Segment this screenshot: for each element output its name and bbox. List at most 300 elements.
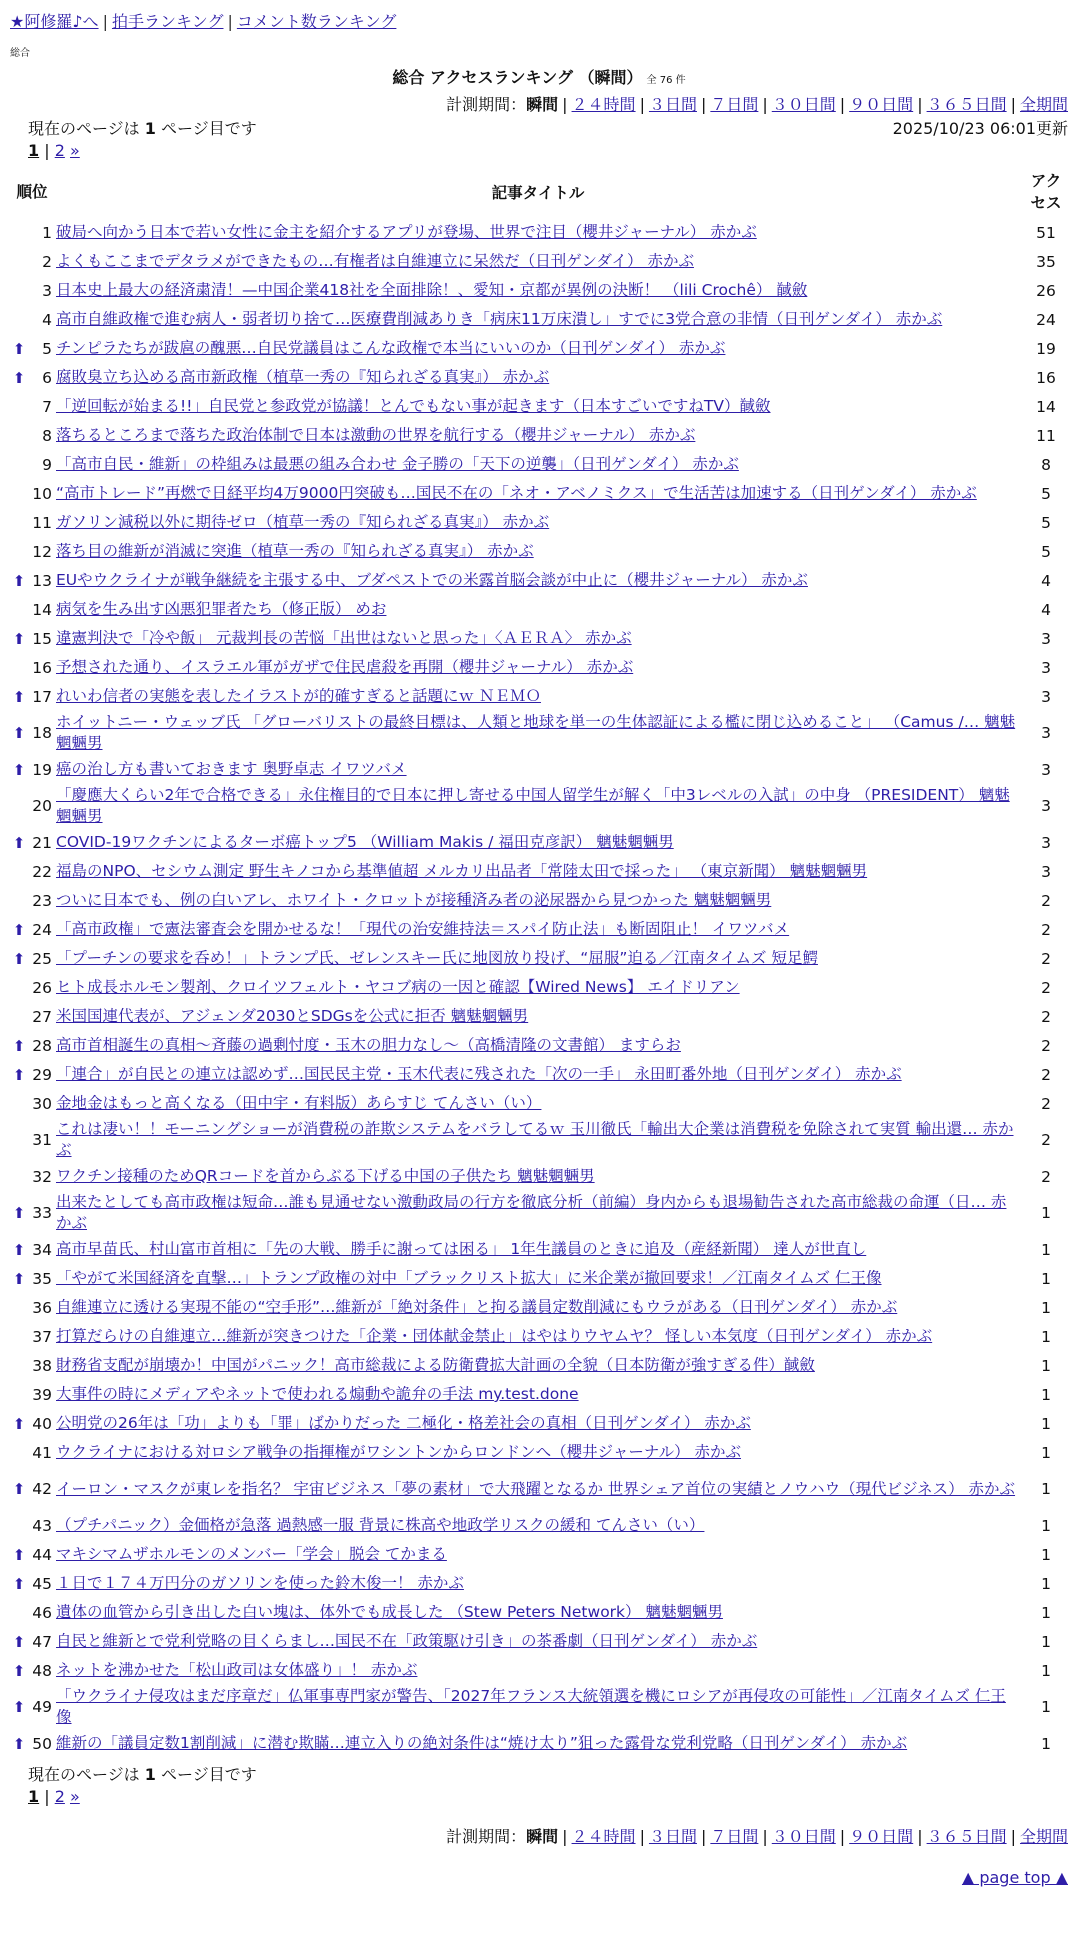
access-count: 8 xyxy=(1041,455,1051,474)
access-count: 3 xyxy=(1041,797,1051,815)
arrow-cell xyxy=(10,1002,28,1031)
article-link[interactable]: 病気を生み出す凶悪犯罪者たち（修正版） めお xyxy=(56,600,387,618)
title-cell xyxy=(54,915,1022,944)
article-link[interactable]: 財務省支配が崩壊か！中国がパニック！高市総裁による防衛費拡大計画の全貌（日本防衛が強すぎる件）馘斂 xyxy=(56,1356,815,1374)
applause-ranking-link[interactable]: 拍手ランキング xyxy=(111,12,224,31)
rank-number: 2 xyxy=(42,252,52,271)
article-link[interactable]: ヒト成長ホルモン製剤、クロイツフェルト・ヤコブ病の一因と確認【Wired News】 エイドリアン xyxy=(56,978,740,996)
title-cell xyxy=(54,653,1022,682)
access-count: 2 xyxy=(1041,920,1051,939)
article-link[interactable]: 高市首相誕生の真相〜斉藤の過剰忖度・玉木の胆力なし〜（高橋清隆の文書館） ますらお xyxy=(56,1036,681,1054)
access-count: 1 xyxy=(1041,1574,1051,1593)
access-count: 2 xyxy=(1041,1036,1051,1055)
article-link[interactable]: COVID-19ワクチンによるターボ癌トップ5 （William Makis / 福田克彦訳） 魑魅魍魎男 xyxy=(56,833,674,851)
up-arrow-icon: ⬆ xyxy=(12,1036,26,1055)
article-link[interactable]: 「やがて米国経済を直撃…」トランプ政権の対中「ブラックリスト拡大」に米企業が撤回要求！／江南タイムズ 仁王像 xyxy=(56,1269,882,1287)
access-count: 26 xyxy=(1036,281,1056,300)
article-link[interactable]: ガソリン減税以外に期待ゼロ（植草一秀の『知られざる真実』） 赤かぶ xyxy=(56,513,550,531)
period-selector xyxy=(10,94,1068,116)
up-arrow-icon: ⬆ xyxy=(12,1632,26,1651)
period-option-link[interactable]: ３６５日間 xyxy=(926,1827,1007,1846)
period-selector-bottom xyxy=(10,1826,1068,1848)
pager-page-2[interactable]: 2 xyxy=(54,141,65,160)
article-link[interactable]: EUやウクライナが戦争継続を主張する中、ブダペストでの米露首脳会談が中止に（櫻井ジャーナル） 赤かぶ xyxy=(56,571,808,589)
up-arrow-icon: ⬆ xyxy=(12,1414,26,1433)
access-count: 24 xyxy=(1036,310,1056,329)
article-link[interactable]: 公明党の26年は「功」よりも「罪」ばかりだった 二極化・格差社会の真相（日刊ゲンダイ） 赤かぶ xyxy=(56,1414,751,1432)
pager-bottom: 1 | 2 » xyxy=(28,1787,80,1806)
article-link[interactable]: これは凄い！！モーニングショーが消費税の詐欺システムをバラしてるｗ 玉川徹氏「輸出大企業は消費税を免除されて実質 輸出還… 赤かぶ xyxy=(56,1120,1014,1159)
title-cell xyxy=(54,508,1022,537)
title-cell xyxy=(54,682,1022,711)
access-count: 1 xyxy=(1041,1204,1051,1222)
arrow-cell xyxy=(10,421,28,450)
table-row xyxy=(10,363,1070,392)
access-count: 3 xyxy=(1041,658,1051,677)
table-row xyxy=(10,1089,1070,1118)
article-link[interactable]: １日で１７４万円分のガソリンを使った鈴木俊一！ 赤かぶ xyxy=(56,1574,464,1592)
access-header: アクセス xyxy=(1030,172,1062,212)
table-row xyxy=(10,711,1070,755)
article-link[interactable]: 大事件の時にメディアやネットで使われる煽動や詭弁の手法 my.test.done xyxy=(56,1385,579,1403)
arrow-cell xyxy=(10,1511,28,1540)
access-count: 1 xyxy=(1041,1603,1051,1622)
table-row xyxy=(10,1656,1070,1685)
period-option-link[interactable]: ７日間 xyxy=(710,1827,759,1846)
period-label: 計測期間： xyxy=(446,1827,527,1846)
title-cell xyxy=(54,711,1022,755)
table-row xyxy=(10,886,1070,915)
table-row xyxy=(10,1235,1070,1264)
rank-number: 25 xyxy=(32,949,52,968)
up-arrow-icon: ⬆ xyxy=(12,1698,26,1716)
table-row xyxy=(10,1322,1070,1351)
access-count: 1 xyxy=(1041,1443,1051,1462)
article-link[interactable]: れいわ信者の実態を表したイラストが的確すぎると話題にｗ ＮＥＭＯ xyxy=(56,687,541,705)
rank-number: 50 xyxy=(32,1734,52,1753)
category-label: 総合 xyxy=(10,48,30,59)
page-info-row xyxy=(10,118,1068,140)
article-link[interactable]: 米国国連代表が、アジェンダ2030とSDGsを公式に拒否 魑魅魍魎男 xyxy=(56,1007,529,1025)
article-link[interactable]: 落ちるところまで落ちた政治体制で日本は激動の世界を航行する（櫻井ジャーナル） 赤かぶ xyxy=(56,426,696,444)
access-count: 5 xyxy=(1041,484,1051,503)
article-link[interactable]: ワクチン接種のためQRコードを首からぶる下げる中国の子供たち 魑魅魍魎男 xyxy=(56,1167,595,1185)
title-cell xyxy=(54,363,1022,392)
comment-ranking-link[interactable]: コメント数ランキング xyxy=(236,12,397,31)
rank-number: 22 xyxy=(32,862,52,881)
title-cell xyxy=(54,1627,1022,1656)
access-count: 1 xyxy=(1041,1269,1051,1288)
title-cell xyxy=(54,1322,1022,1351)
rank-number: 21 xyxy=(32,833,52,852)
period-separator: | xyxy=(917,1827,923,1846)
article-link[interactable]: 高市早苗氏、村山富市首相に「先の大戦、勝手に謝っては困る」 1年生議員のときに追及（産経新聞） 達人が世直し xyxy=(56,1240,867,1258)
title-cell xyxy=(54,1511,1022,1540)
rank-number: 6 xyxy=(42,368,52,387)
access-count: 1 xyxy=(1041,1298,1051,1317)
table-row xyxy=(10,247,1070,276)
table-row xyxy=(10,973,1070,1002)
table-row xyxy=(10,1351,1070,1380)
rank-number: 4 xyxy=(42,310,52,329)
period-option-link[interactable]: ２４時間 xyxy=(571,95,636,114)
access-count: 1 xyxy=(1041,1698,1051,1716)
access-count: 3 xyxy=(1041,687,1051,706)
rank-number: 46 xyxy=(32,1603,52,1622)
article-link[interactable]: （プチパニック）金価格が急落 過熱感一服 背景に株高や地政学リスクの緩和 てんさい（い） xyxy=(56,1516,705,1534)
title-cell xyxy=(54,1060,1022,1089)
rank-number: 29 xyxy=(32,1065,52,1084)
table-row xyxy=(10,218,1070,247)
access-count: 1 xyxy=(1041,1632,1051,1651)
period-option-link[interactable]: ７日間 xyxy=(710,95,759,114)
up-arrow-icon: ⬆ xyxy=(12,920,26,939)
arrow-cell xyxy=(10,508,28,537)
up-arrow-icon: ⬆ xyxy=(12,629,26,648)
rank-number: 33 xyxy=(32,1204,52,1222)
access-count: 3 xyxy=(1041,629,1051,648)
rank-number: 7 xyxy=(42,397,52,416)
rank-number: 20 xyxy=(32,797,52,815)
table-row xyxy=(10,1002,1070,1031)
access-count: 2 xyxy=(1041,949,1051,968)
nav-separator: | xyxy=(227,12,233,31)
rank-number: 27 xyxy=(32,1007,52,1026)
table-row xyxy=(10,682,1070,711)
period-separator: | xyxy=(639,95,645,114)
table-row xyxy=(10,537,1070,566)
up-arrow-icon: ⬆ xyxy=(12,571,26,590)
article-link[interactable]: 「ウクライナ侵攻はまだ序章だ」仏軍事専門家が警告、「2027年フランス大統領選を機にロシアが再侵攻の可能性」／江南タイムズ 仁王像 xyxy=(56,1687,1006,1726)
up-arrow-icon: ⬆ xyxy=(12,1204,26,1222)
arrow-cell xyxy=(10,653,28,682)
table-row xyxy=(10,1685,1070,1729)
access-count: 2 xyxy=(1041,891,1051,910)
rank-number: 38 xyxy=(32,1356,52,1375)
period-option-link[interactable]: ３日間 xyxy=(648,95,697,114)
rank-number: 48 xyxy=(32,1661,52,1680)
access-count: 1 xyxy=(1041,1661,1051,1680)
article-link[interactable]: ホイットニー・ウェッブ氏 「グローバリストの最終目標は、人類と地球を単一の生体認証による檻に閉じ込めること」 （Camus /… 魑魅魍魎男 xyxy=(56,713,1016,752)
title-cell xyxy=(54,421,1022,450)
arrow-cell xyxy=(10,595,28,624)
up-arrow-icon: ⬆ xyxy=(12,724,26,742)
access-count: 2 xyxy=(1041,1167,1051,1186)
up-arrow-icon: ⬆ xyxy=(12,760,26,779)
period-separator: | xyxy=(917,95,923,114)
article-link[interactable]: 日本史上最大の経済粛清！—中国企業418社を全面排除！、愛知・京都が異例の決断！ （lili Crochê） 馘斂 xyxy=(56,281,808,299)
access-count: 14 xyxy=(1036,397,1056,416)
pager-next[interactable]: » xyxy=(69,141,80,160)
period-option-link[interactable]: ９０日間 xyxy=(849,95,914,114)
title-cell xyxy=(54,566,1022,595)
rank-number: 17 xyxy=(32,687,52,706)
up-arrow-icon: ⬆ xyxy=(12,833,26,852)
title-cell xyxy=(54,828,1022,857)
table-row xyxy=(10,305,1070,334)
article-link[interactable]: 福島のNPO、セシウム測定 野生キノコから基準値超 メルカリ出品者「常陸太田で採った」 （東京新聞） 魑魅魍魎男 xyxy=(56,862,868,880)
table-row xyxy=(10,828,1070,857)
title-cell xyxy=(54,944,1022,973)
table-row xyxy=(10,566,1070,595)
rank-header: 順位 xyxy=(16,183,48,201)
up-arrow-icon: ⬆ xyxy=(12,1480,26,1498)
arrow-cell xyxy=(10,305,28,334)
table-row xyxy=(10,1511,1070,1540)
table-row xyxy=(10,1162,1070,1191)
title-cell xyxy=(54,886,1022,915)
access-count: 1 xyxy=(1041,1480,1051,1498)
arrow-cell xyxy=(10,1351,28,1380)
period-separator: | xyxy=(639,1827,645,1846)
rank-number: 47 xyxy=(32,1632,52,1651)
article-link[interactable]: 「慶應大くらい2年で合格できる」永住権目的で日本に押し寄せる中国人留学生が解く「中3レベルの入試」の中身 （PRESIDENT） 魑魅魍魎男 xyxy=(56,786,1010,825)
access-count: 35 xyxy=(1036,252,1056,271)
table-row xyxy=(10,944,1070,973)
table-row xyxy=(10,653,1070,682)
rank-number: 35 xyxy=(32,1269,52,1288)
pager-page-2[interactable]: 2 xyxy=(54,1787,65,1806)
article-link[interactable]: ウクライナにおける対ロシア戦争の指揮権がワシントンからロンドンへ（櫻井ジャーナル） 赤かぶ xyxy=(56,1443,741,1461)
period-option-link[interactable]: ２４時間 xyxy=(571,1827,636,1846)
period-separator: | xyxy=(1010,95,1016,114)
up-arrow-icon: ⬆ xyxy=(12,949,26,968)
access-count: 3 xyxy=(1041,862,1051,881)
article-link[interactable]: “高市トレード”再燃で日経平均4万9000円突破も…国民不在の「ネオ・アベノミクス」で生活苦は加速する（日刊ゲンダイ） 赤かぶ xyxy=(56,484,977,502)
title-cell xyxy=(54,624,1022,653)
arrow-cell xyxy=(10,1598,28,1627)
period-current: 瞬間 xyxy=(526,1827,559,1846)
current-page-text: 現在のページは 1 ページ目です xyxy=(28,119,257,138)
title-cell xyxy=(54,1380,1022,1409)
table-row xyxy=(10,1598,1070,1627)
article-link[interactable]: 出来たとしても高市政権は短命…誰も見通せない激動政局の行方を徹底分析（前編）身内からも退場勧告された高市総裁の命運（日… 赤かぶ xyxy=(56,1193,1007,1232)
arrow-cell xyxy=(10,1293,28,1322)
article-link[interactable]: 「連合」が自民との連立は認めず…国民民主党・玉木代表に残された「次の一手」 永田町番外地（日刊ゲンダイ） 赤かぶ xyxy=(56,1065,902,1083)
access-count: 1 xyxy=(1041,1356,1051,1375)
up-arrow-icon: ⬆ xyxy=(12,1574,26,1593)
article-link[interactable]: チンピラたちが跋扈の醜悪…自民党議員はこんな政権で本当にいいのか（日刊ゲンダイ） 赤かぶ xyxy=(56,339,726,357)
period-separator: | xyxy=(1010,1827,1016,1846)
pager-current: 1 xyxy=(28,141,40,160)
arrow-cell xyxy=(10,218,28,247)
table-row xyxy=(10,1264,1070,1293)
rank-number: 1 xyxy=(42,223,52,242)
arrow-cell xyxy=(10,479,28,508)
title-cell xyxy=(54,1467,1022,1511)
article-link[interactable]: 遺体の血管から引き出した白い塊は、体外でも成長した （Stew Peters Network） 魑魅魍魎男 xyxy=(56,1603,723,1621)
article-link[interactable]: ネットを沸かせた「松山政司は女体盛り」！ 赤かぶ xyxy=(56,1661,418,1679)
rank-number: 34 xyxy=(32,1240,52,1259)
rank-number: 14 xyxy=(32,600,52,619)
rank-number: 23 xyxy=(32,891,52,910)
article-link[interactable]: ついに日本でも、例の白いアレ、ホワイト・クロットが接種済み者の泌尿器から見つかった 魑魅魍魎男 xyxy=(56,891,772,909)
title-cell xyxy=(54,479,1022,508)
title-cell xyxy=(54,1031,1022,1060)
period-current: 瞬間 xyxy=(526,95,559,114)
rank-number: 9 xyxy=(42,455,52,474)
title-cell xyxy=(54,1598,1022,1627)
table-row xyxy=(10,1438,1070,1467)
access-count: 51 xyxy=(1036,223,1056,242)
table-row xyxy=(10,784,1070,828)
rank-number: 24 xyxy=(32,920,52,939)
article-link[interactable]: よくもここまでデタラメができたもの…有権者は自維連立に呆然だ（日刊ゲンダイ） 赤かぶ xyxy=(56,252,694,270)
title-cell xyxy=(54,595,1022,624)
title-cell xyxy=(54,1540,1022,1569)
access-count: 1 xyxy=(1041,1545,1051,1564)
period-separator: | xyxy=(762,95,768,114)
arrow-cell xyxy=(10,537,28,566)
period-option-link[interactable]: ３日間 xyxy=(648,1827,697,1846)
arrow-cell xyxy=(10,886,28,915)
article-link[interactable]: 高市自維政権で進む病人・弱者切り捨て…医療費削減ありき「病床11万床潰し」すでに3党合意の非情（日刊ゲンダイ） 赤かぶ xyxy=(56,310,943,328)
table-row xyxy=(10,508,1070,537)
period-option-link[interactable]: ９０日間 xyxy=(849,1827,914,1846)
period-separator: | xyxy=(562,95,568,114)
table-row xyxy=(10,479,1070,508)
table-row xyxy=(10,1569,1070,1598)
title-cell xyxy=(54,857,1022,886)
arrow-cell xyxy=(10,1438,28,1467)
period-option-link[interactable]: 全期間 xyxy=(1019,95,1068,114)
period-option-link[interactable]: 全期間 xyxy=(1019,1827,1068,1846)
article-link[interactable]: 金地金はもっと高くなる（田中宇・有料版）あらすじ てんさい（い） xyxy=(56,1094,542,1112)
table-row xyxy=(10,1118,1070,1162)
top-nav xyxy=(10,12,1068,32)
article-link[interactable]: 維新の「議員定数1割削減」に潜む欺瞞…連立入りの絶対条件は“焼け太り”狙った露骨な党利党略（日刊ゲンダイ） 赤かぶ xyxy=(56,1734,908,1752)
up-arrow-icon: ⬆ xyxy=(12,1269,26,1288)
article-link[interactable]: 落ち目の維新が消滅に突進（植草一秀の『知られざる真実』） 赤かぶ xyxy=(56,542,534,560)
title-cell xyxy=(54,1089,1022,1118)
pager-next[interactable]: » xyxy=(69,1787,80,1806)
article-link[interactable]: マキシマムザホルモンのメンバー「学会」脱会 てかまる xyxy=(56,1545,447,1563)
table-row xyxy=(10,595,1070,624)
article-link[interactable]: 「プーチンの要求を呑め！」トランプ氏、ゼレンスキー氏に地図放り投げ、“屈服”迫る／江南タイムズ 短足鰐 xyxy=(56,949,818,967)
title-cell xyxy=(54,1191,1022,1235)
home-link[interactable]: ★阿修羅♪へ xyxy=(10,12,99,31)
article-link[interactable]: 「高市政権」で憲法審査会を開かせるな！「現代の治安維持法＝スパイ防止法」も断固阻止！ イワツバメ xyxy=(56,920,790,938)
current-page-text: 現在のページは 1 ページ目です xyxy=(28,1765,257,1784)
table-row xyxy=(10,1060,1070,1089)
title-header: 記事タイトル xyxy=(491,184,585,202)
title-cell xyxy=(54,1729,1022,1758)
article-link[interactable]: 予想された通り、イスラエル軍がガザで住民虐殺を再開（櫻井ジャーナル） 赤かぶ xyxy=(56,658,634,676)
period-option-link[interactable]: ３０日間 xyxy=(771,95,836,114)
title-cell xyxy=(54,247,1022,276)
article-link[interactable]: 癌の治し方も書いておきます 奥野卓志 イワツバメ xyxy=(56,760,407,778)
access-count: 3 xyxy=(1041,833,1051,852)
page-title xyxy=(10,65,1068,88)
article-link[interactable]: 違憲判決で「冷や飯」 元裁判長の苦悩「出世はないと思った」〈ＡＥＲＡ〉 赤かぶ xyxy=(56,629,632,647)
period-option-link[interactable]: ３０日間 xyxy=(771,1827,836,1846)
rank-number: 10 xyxy=(32,484,52,503)
article-link[interactable]: イーロン・マスクが東レを指名？ 宇宙ビジネス「夢の素材」で大飛躍となるか 世界シェア首位の実績とノウハウ（現代ビジネス） 赤かぶ xyxy=(56,1479,1016,1498)
access-count: 1 xyxy=(1041,1516,1051,1535)
up-arrow-icon: ⬆ xyxy=(12,339,26,358)
rank-number: 19 xyxy=(32,760,52,779)
access-count: 3 xyxy=(1041,724,1051,742)
table-row xyxy=(10,1627,1070,1656)
arrow-cell xyxy=(10,392,28,421)
article-link[interactable]: 「逆回転が始まる!!」自民党と参政党が協議！とんでもない事が起きます（日本すごいですねTV）馘斂 xyxy=(56,397,771,415)
item-count: 全 76 件 xyxy=(646,75,686,86)
period-option-link[interactable]: ３６５日間 xyxy=(926,95,1007,114)
title-cell xyxy=(54,450,1022,479)
title-cell xyxy=(54,1569,1022,1598)
access-count: 2 xyxy=(1041,1065,1051,1084)
access-count: 3 xyxy=(1041,760,1051,779)
article-link[interactable]: 「高市自民・維新」の枠組みは最悪の組み合わせ 金子勝の「天下の逆襲」（日刊ゲンダイ） 赤かぶ xyxy=(56,455,739,473)
title-cell xyxy=(54,784,1022,828)
rank-number: 11 xyxy=(32,513,52,532)
title-cell xyxy=(54,1002,1022,1031)
up-arrow-icon: ⬆ xyxy=(12,1240,26,1259)
table-row xyxy=(10,915,1070,944)
arrow-cell xyxy=(10,450,28,479)
access-count: 4 xyxy=(1041,571,1051,590)
arrow-cell xyxy=(10,247,28,276)
title-cell xyxy=(54,1118,1022,1162)
table-row xyxy=(10,1031,1070,1060)
title-cell xyxy=(54,1656,1022,1685)
up-arrow-icon: ⬆ xyxy=(12,368,26,387)
arrow-cell xyxy=(10,973,28,1002)
up-arrow-icon: ⬆ xyxy=(12,1545,26,1564)
rank-number: 49 xyxy=(32,1698,52,1716)
title-cell xyxy=(54,1409,1022,1438)
period-separator: | xyxy=(762,1827,768,1846)
arrow-cell xyxy=(10,1322,28,1351)
title-cell xyxy=(54,1685,1022,1729)
rank-number: 42 xyxy=(32,1480,52,1498)
table-row xyxy=(10,1729,1070,1758)
arrow-cell xyxy=(10,1162,28,1191)
table-row xyxy=(10,1191,1070,1235)
rank-number: 26 xyxy=(32,978,52,997)
rank-number: 39 xyxy=(32,1385,52,1404)
article-link[interactable]: 打算だらけの自維連立…維新が突きつけた「企業・団体献金禁止」はやはりウヤムヤ？ 怪しい本気度（日刊ゲンダイ） 赤かぶ xyxy=(56,1327,933,1345)
rank-number: 43 xyxy=(32,1516,52,1535)
title-cell xyxy=(54,1162,1022,1191)
period-separator: | xyxy=(562,1827,568,1846)
table-row xyxy=(10,334,1070,363)
updated-timestamp: 2025/10/23 06:01更新 xyxy=(892,119,1068,138)
page-top-link[interactable]: ▲ page top ▲ xyxy=(961,1868,1068,1887)
article-link[interactable]: 腐敗臭立ち込める高市新政権（植草一秀の『知られざる真実』） 赤かぶ xyxy=(56,368,550,386)
title-cell xyxy=(54,537,1022,566)
table-row xyxy=(10,755,1070,784)
access-count: 19 xyxy=(1036,339,1056,358)
ranking-title: 総合 アクセスランキング （瞬間） xyxy=(392,68,643,87)
article-link[interactable]: 自維連立に透ける実現不能の“空手形”…維新が「絶対条件」と拘る議員定数削減にもウラがある（日刊ゲンダイ） 赤かぶ xyxy=(56,1298,898,1316)
table-row xyxy=(10,1540,1070,1569)
rank-number: 37 xyxy=(32,1327,52,1346)
table-row xyxy=(10,1467,1070,1511)
arrow-cell xyxy=(10,276,28,305)
rank-number: 41 xyxy=(32,1443,52,1462)
rank-number: 36 xyxy=(32,1298,52,1317)
pager: 1 | 2 » xyxy=(28,141,80,160)
access-count: 5 xyxy=(1041,513,1051,532)
access-count: 2 xyxy=(1041,1007,1051,1026)
article-link[interactable]: 破局へ向かう日本で若い女性に金主を紹介するアプリが登場、世界で注目（櫻井ジャーナル） 赤かぶ xyxy=(56,223,757,241)
article-link[interactable]: 自民と維新とで党利党略の目くらまし…国民不在「政策駆け引き」の茶番劇（日刊ゲンダイ） 赤かぶ xyxy=(56,1632,758,1650)
arrow-cell xyxy=(10,1089,28,1118)
arrow-cell xyxy=(10,857,28,886)
rank-number: 44 xyxy=(32,1545,52,1564)
table-row xyxy=(10,392,1070,421)
